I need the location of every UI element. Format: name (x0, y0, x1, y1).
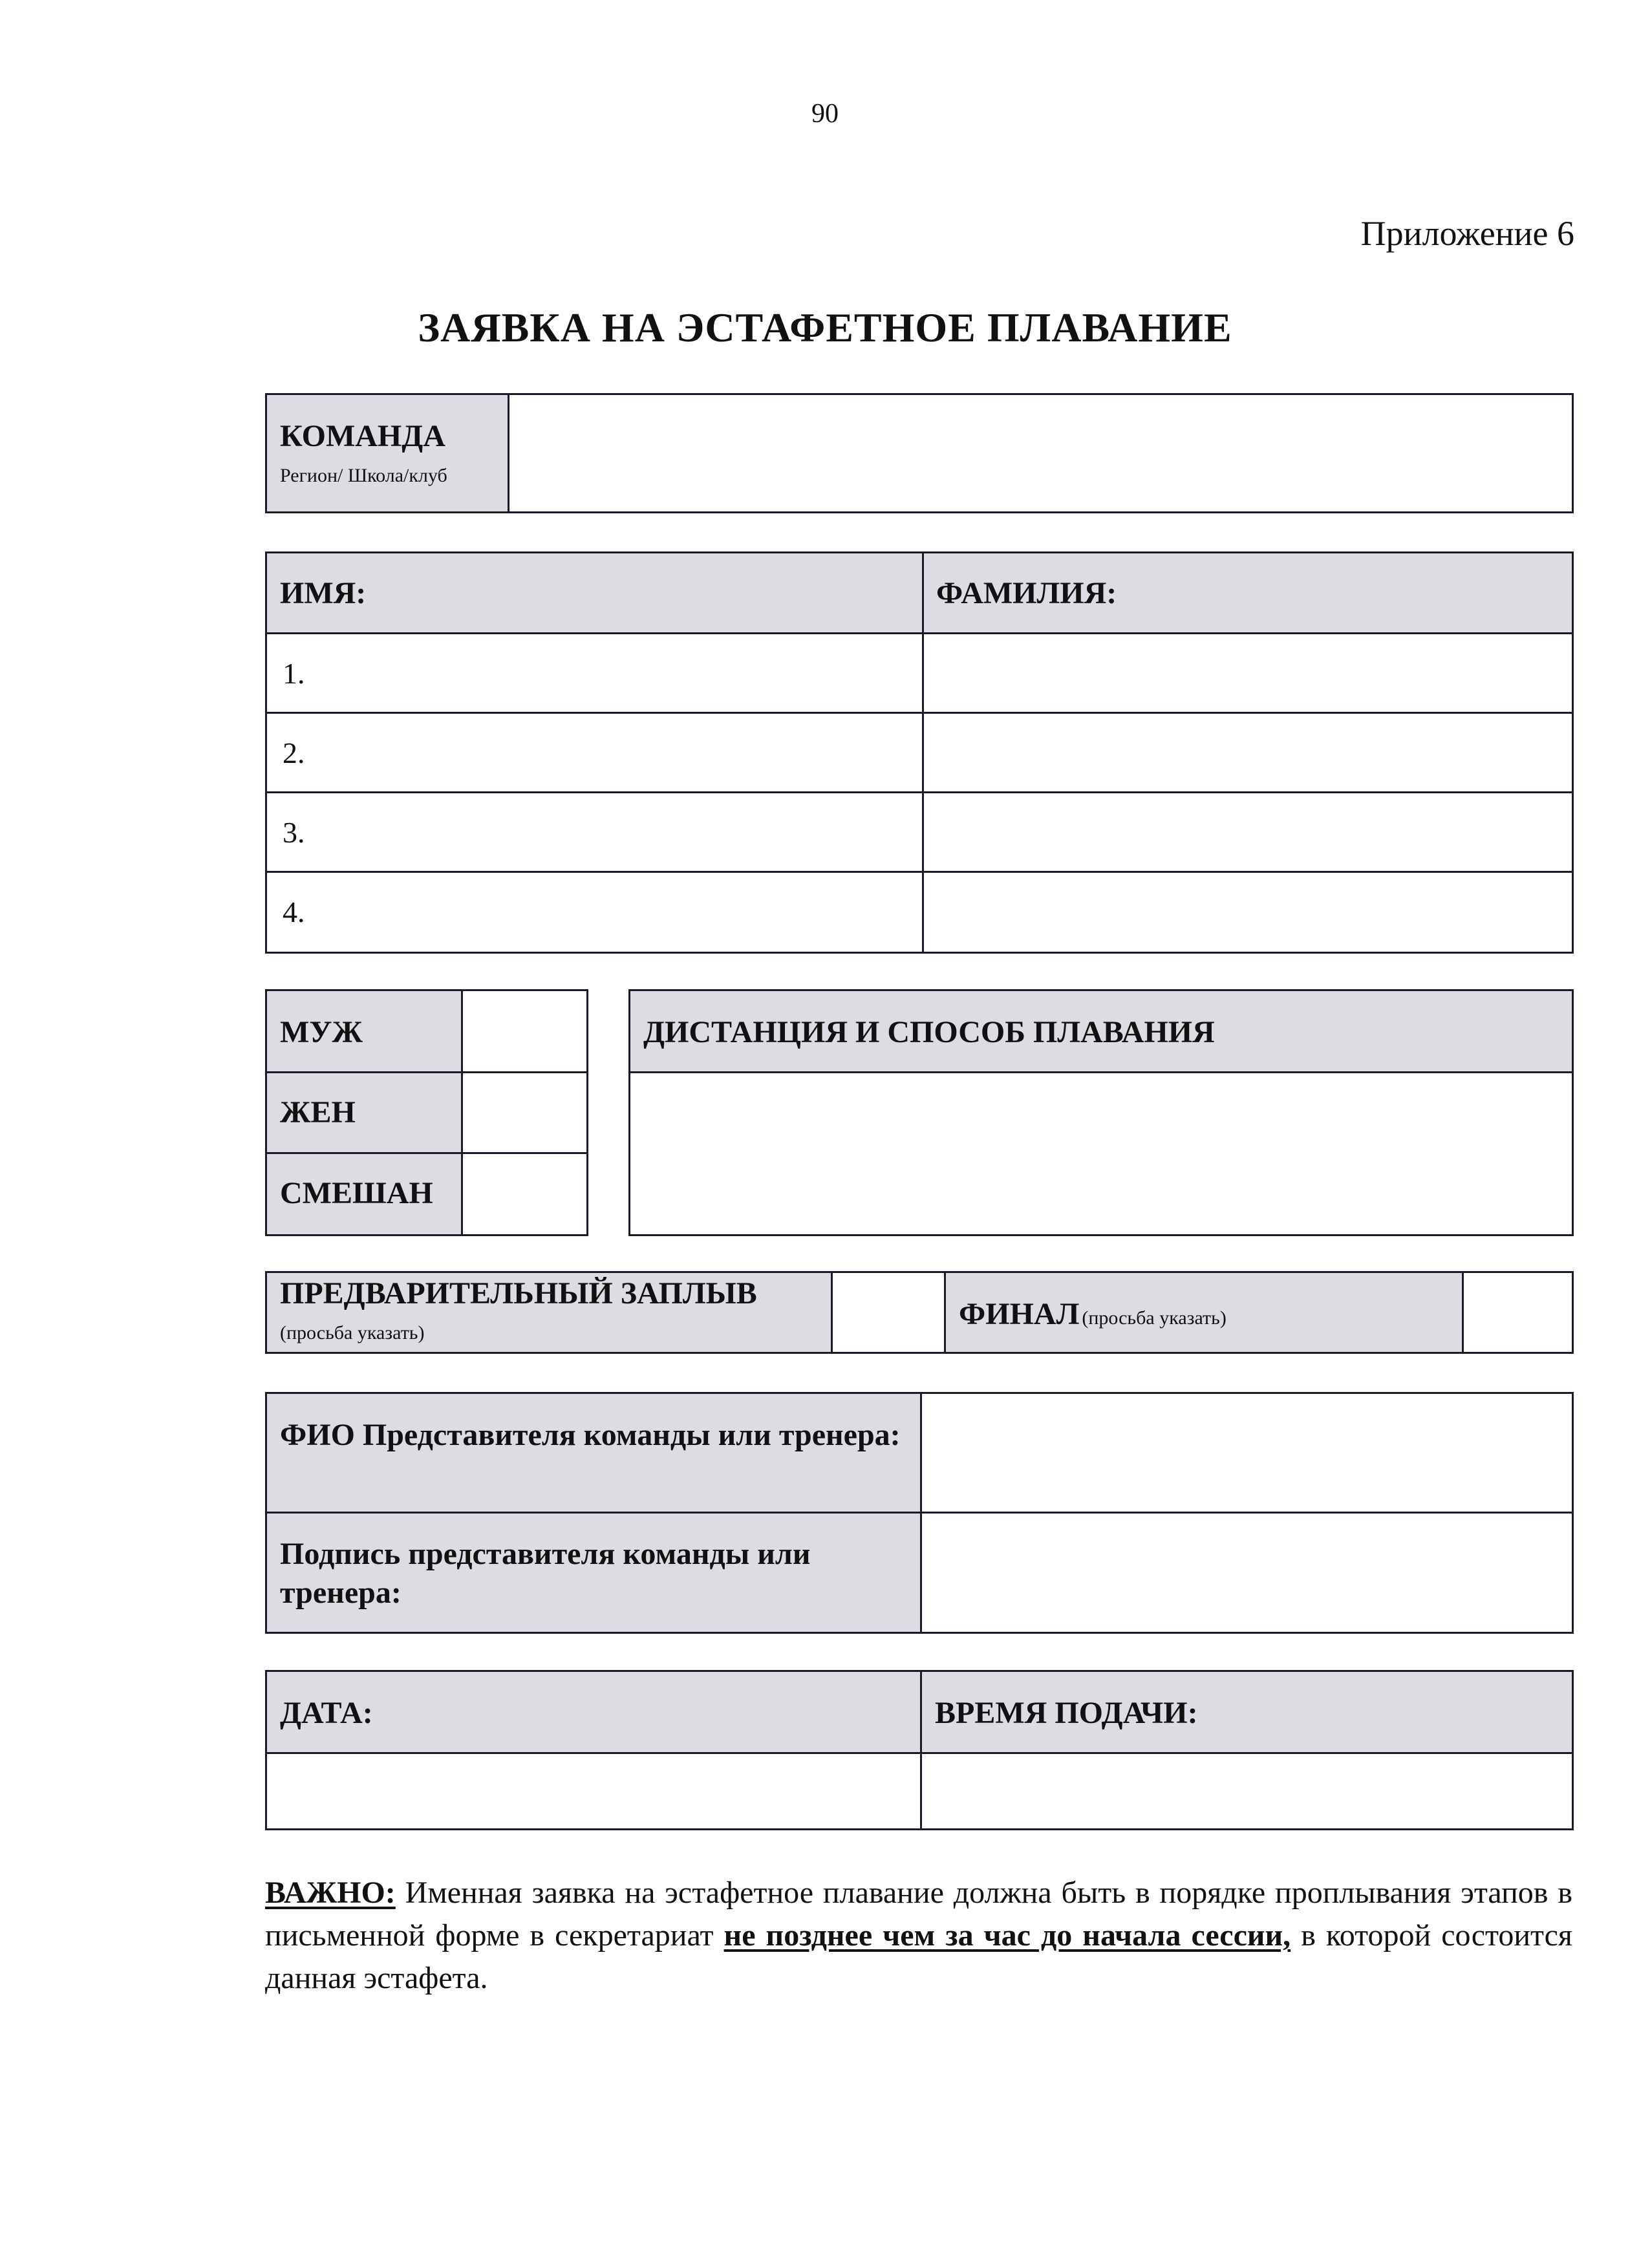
preliminary-hint: (просьба указать) (280, 1322, 425, 1343)
representative-signature-label: Подпись представителя команды или тренера: (280, 1537, 811, 1610)
category-mixed-label: СМЕШАН (280, 1176, 433, 1210)
category-women-checkbox[interactable] (463, 1073, 586, 1152)
swimmer-number: 1. (283, 657, 305, 690)
time-input[interactable] (922, 1754, 1572, 1828)
form-title: ЗАЯВКА НА ЭСТАФЕТНОЕ ПЛАВАНИЕ (418, 305, 1232, 350)
representative-name-label: ФИО Представителя команды или тренера: (280, 1418, 901, 1452)
swimmer-first-name-input[interactable] (312, 720, 914, 785)
swimmer-row (267, 634, 1572, 712)
swimmer-last-name-input[interactable] (933, 879, 1560, 944)
date-label: ДАТА: (280, 1696, 373, 1730)
important-label: ВАЖНО: (265, 1876, 396, 1910)
category-men-checkbox[interactable] (463, 991, 586, 1071)
final-label-cell (946, 1273, 1462, 1352)
note-text-2: в которой состоится данная эстафета. (265, 1918, 1572, 1995)
swimmers-table (265, 551, 1574, 954)
swimmer-row (267, 714, 1572, 791)
swimmer-number: 3. (283, 816, 305, 849)
swimmer-row (267, 873, 1572, 950)
distance-input[interactable] (630, 1073, 1572, 1234)
category-men-label: МУЖ (280, 1015, 363, 1049)
swimmer-number: 4. (283, 895, 305, 928)
team-input[interactable] (510, 395, 1572, 511)
note-text-1: Именная заявка на эстафетное плавание должна быть в порядке проплывания этапов в письменной форме в секретариат (265, 1876, 1572, 1952)
swimmer-last-name-input[interactable] (933, 641, 1560, 705)
category-mixed-checkbox[interactable] (463, 1154, 586, 1234)
first-name-header: ИМЯ: (280, 576, 367, 610)
category-table (265, 989, 588, 1236)
important-note (265, 1872, 1572, 2000)
team-label: КОМАНДА (280, 419, 445, 453)
team-table (265, 393, 1574, 513)
representative-name-input[interactable] (922, 1394, 1572, 1512)
final-input[interactable] (1464, 1273, 1572, 1352)
last-name-header: ФАМИЛИЯ: (936, 576, 1117, 610)
representative-table (265, 1392, 1574, 1634)
heats-table (265, 1271, 1574, 1354)
date-input[interactable] (267, 1754, 920, 1828)
distance-header (630, 991, 1572, 1071)
swimmer-last-name-input[interactable] (933, 800, 1560, 864)
representative-signature-input[interactable] (922, 1514, 1572, 1632)
swimmer-number: 2. (283, 736, 305, 769)
preliminary-input[interactable] (833, 1273, 944, 1352)
submission-header-row (267, 1672, 1572, 1752)
swimmer-row (267, 793, 1572, 871)
swimmer-first-name-input[interactable] (312, 641, 914, 705)
page-number: 90 (811, 99, 839, 129)
team-sublabel: Регион/ Школа/клуб (280, 465, 447, 486)
note-emphasis: не позднее чем за час до начала сессии, (723, 1918, 1291, 1952)
swimmer-first-name-input[interactable] (312, 879, 914, 944)
submission-table (265, 1670, 1574, 1830)
preliminary-label: ПРЕДВАРИТЕЛЬНЫЙ ЗАПЛЫВ (280, 1276, 757, 1311)
appendix-label: Приложение 6 (1360, 214, 1574, 253)
swimmer-last-name-input[interactable] (933, 720, 1560, 785)
distance-label: ДИСТАНЦИЯ И СПОСОБ ПЛАВАНИЯ (643, 1015, 1215, 1049)
team-label-cell (267, 395, 508, 511)
swimmer-first-name-input[interactable] (312, 800, 914, 864)
time-label: ВРЕМЯ ПОДАЧИ: (935, 1696, 1198, 1730)
final-label: ФИНАЛ (959, 1297, 1080, 1331)
category-women-label: ЖЕН (280, 1095, 356, 1129)
final-hint: (просьба указать) (1082, 1307, 1227, 1329)
distance-table (628, 989, 1574, 1236)
preliminary-label-cell (267, 1273, 831, 1352)
swimmers-header-row (267, 553, 1572, 632)
